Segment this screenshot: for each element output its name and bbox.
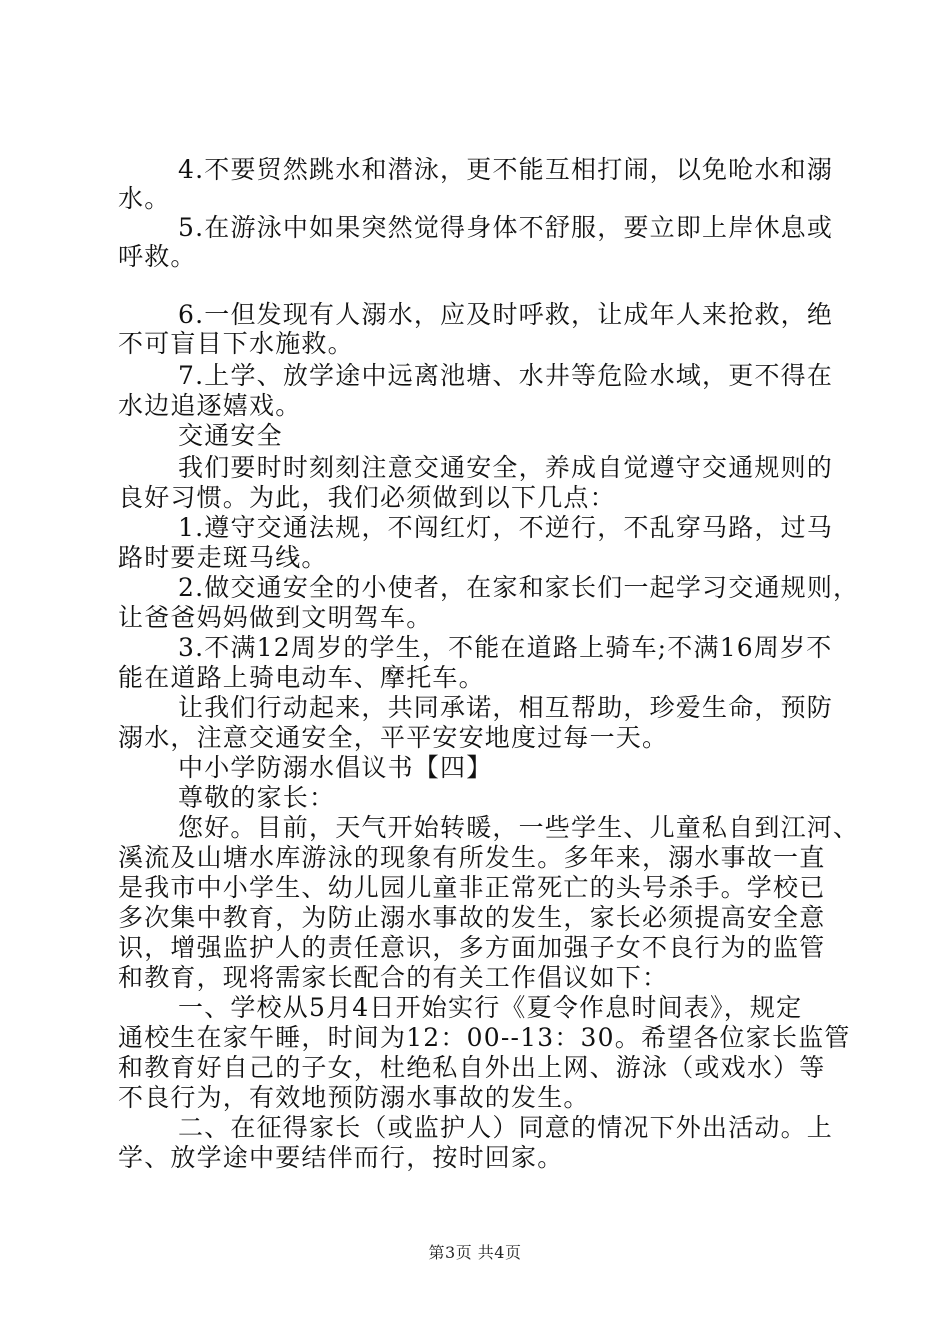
text-line: 您好。目前，天气开始转暖，一些学生、儿童私自到江河、 xyxy=(178,813,860,842)
text-line: 水边追逐嬉戏。 xyxy=(118,391,302,420)
text-line: 二、在征得家长（或监护人）同意的情况下外出活动。上 xyxy=(178,1113,834,1142)
section-heading: 交通安全 xyxy=(178,421,283,450)
text-line: 4.不要贸然跳水和潜泳，更不能互相打闹，以免呛水和溺 xyxy=(178,155,834,184)
text-line: 让爸爸妈妈做到文明驾车。 xyxy=(118,603,433,632)
text-line: 通校生在家午睡，时间为12：00--13：30。希望各位家长监管 xyxy=(118,1023,851,1052)
text-line: 7.上学、放学途中远离池塘、水井等危险水域，更不得在 xyxy=(178,361,834,390)
text-line: 一、学校从5月4日开始实行《夏令作息时间表》，规定 xyxy=(178,993,803,1022)
text-line: 让我们行动起来，共同承诺，相互帮助，珍爱生命，预防 xyxy=(178,693,834,722)
salutation: 尊敬的家长： xyxy=(178,783,336,812)
text-line: 多次集中教育，为防止溺水事故的发生，家长必须提高安全意 xyxy=(118,903,826,932)
text-line: 和教育，现将需家长配合的有关工作倡议如下： xyxy=(118,963,669,992)
text-line: 不可盲目下水施救。 xyxy=(118,329,354,358)
section-heading: 中小学防溺水倡议书【四】 xyxy=(178,753,493,782)
text-line: 2.做交通安全的小使者，在家和家长们一起学习交通规则， xyxy=(178,573,860,602)
text-line: 溺水，注意交通安全，平平安安地度过每一天。 xyxy=(118,723,669,752)
text-line: 1.遵守交通法规，不闯红灯，不逆行，不乱穿马路，过马 xyxy=(178,513,834,542)
text-line: 能在道路上骑电动车、摩托车。 xyxy=(118,663,485,692)
text-line: 不良行为，有效地预防溺水事故的发生。 xyxy=(118,1083,590,1112)
text-line: 3.不满12周岁的学生，不能在道路上骑车;不满16周岁不 xyxy=(178,633,833,662)
text-line: 溪流及山塘水库游泳的现象有所发生。多年来，溺水事故一直 xyxy=(118,843,826,872)
text-line: 路时要走斑马线。 xyxy=(118,543,328,572)
text-line: 6.一但发现有人溺水，应及时呼救，让成年人来抢救，绝 xyxy=(178,300,834,329)
text-line: 学、放学途中要结伴而行，按时回家。 xyxy=(118,1143,564,1172)
text-line: 我们要时时刻刻注意交通安全，养成自觉遵守交通规则的 xyxy=(178,453,834,482)
text-line: 5.在游泳中如果突然觉得身体不舒服，要立即上岸休息或 xyxy=(178,213,834,242)
text-line: 良好习惯。为此，我们必须做到以下几点： xyxy=(118,483,616,512)
page-number-footer: 第3页 共4页 xyxy=(428,1243,522,1262)
text-line: 识，增强监护人的责任意识，多方面加强子女不良行为的监管 xyxy=(118,933,826,962)
text-line: 是我市中小学生、幼儿园儿童非正常死亡的头号杀手。学校已 xyxy=(118,873,826,902)
text-line: 和教育好自己的子女，杜绝私自外出上网、游泳（或戏水）等 xyxy=(118,1053,826,1082)
text-line: 呼救。 xyxy=(118,242,197,271)
text-line: 水。 xyxy=(118,184,171,213)
